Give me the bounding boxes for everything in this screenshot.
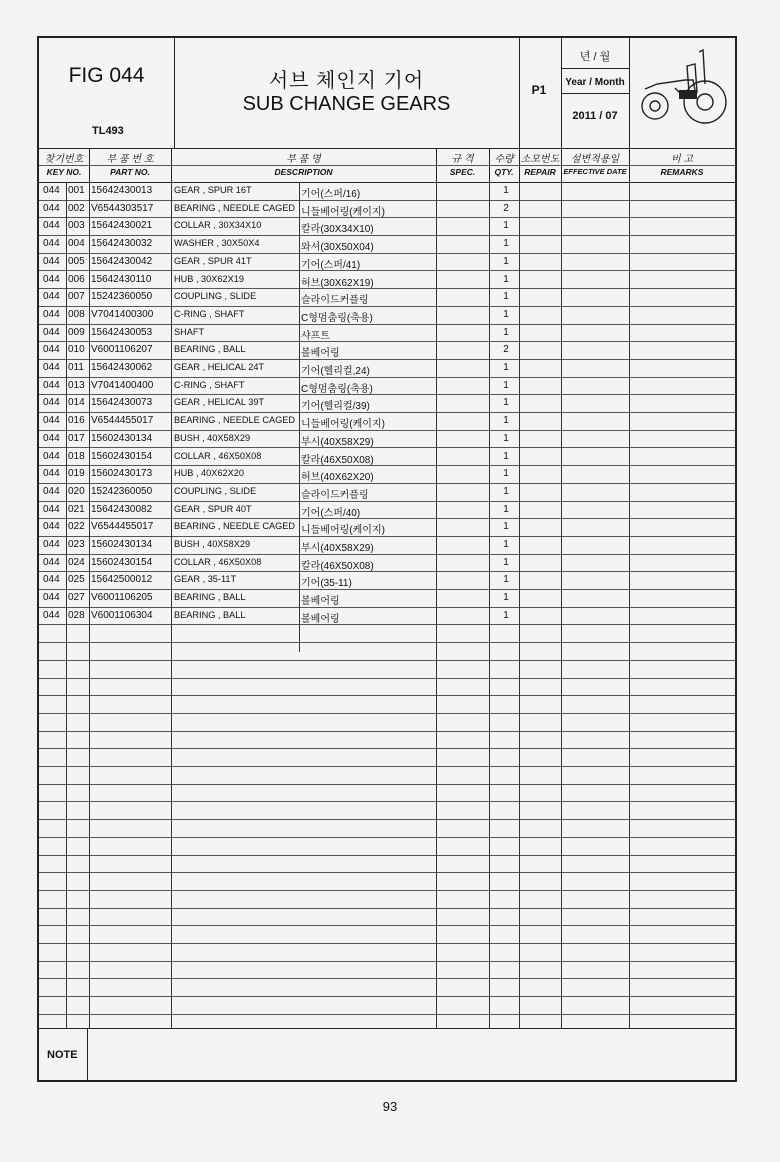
quantity-cell: 1 <box>503 291 509 303</box>
table-row <box>39 943 735 962</box>
description-en-cell: COLLAR , 46X50X08 <box>174 450 262 461</box>
key-no-header: KEY NO. <box>46 167 82 177</box>
fig-number-cell: 044 <box>43 592 60 604</box>
repair-header-ko: 소모번도 <box>520 154 560 165</box>
fig-number-cell: 044 <box>43 539 60 550</box>
table-row <box>39 412 735 431</box>
fig-number-cell: 044 <box>43 468 60 480</box>
quantity-cell: 1 <box>503 255 509 267</box>
description-en-cell: GEAR , SPUR 16T <box>174 185 252 195</box>
description-ko-cell: 허브(30X62X19) <box>301 277 374 289</box>
table-row <box>39 554 735 573</box>
effective-date-header-ko: 설변적용일 <box>570 154 620 165</box>
header-rule <box>39 165 735 166</box>
quantity-cell: 1 <box>503 326 509 338</box>
key-number-cell: 005 <box>68 255 85 267</box>
table-row <box>39 430 735 449</box>
part-number-cell: V6001106207 <box>91 344 153 356</box>
effective-date-header: EFFECTIVE DATE <box>563 167 627 176</box>
note-section <box>39 1028 735 1081</box>
header-divider <box>561 93 629 94</box>
description-en-cell: GEAR , SPUR 41T <box>174 255 252 266</box>
column-divider <box>629 148 630 182</box>
column-divider <box>489 148 490 182</box>
description-en-cell: GEAR , HELICAL 39T <box>174 397 265 408</box>
column-divider <box>436 182 437 1028</box>
quantity-cell: 1 <box>503 450 509 462</box>
description-ko-cell: C형멈춤링(축용) <box>301 312 373 324</box>
page-number: 93 <box>382 1099 398 1114</box>
key-number-cell: 023 <box>68 539 85 550</box>
fig-number-cell: 044 <box>43 450 60 462</box>
table-row <box>39 713 735 732</box>
part-number-cell: 15602430154 <box>91 450 153 462</box>
description-ko-cell: 니들베어링(케이지) <box>301 419 385 431</box>
quantity-cell: 1 <box>503 432 509 444</box>
table-row <box>39 872 735 891</box>
key-number-cell: 004 <box>68 238 85 250</box>
description-ko-cell: 볼베어링 <box>301 596 340 608</box>
description-en-cell: C-RING , SHAFT <box>174 379 245 390</box>
quantity-cell: 2 <box>503 202 509 214</box>
part-number-cell: 15642430073 <box>91 397 153 409</box>
quantity-cell: 1 <box>503 273 509 285</box>
description-ko-cell: 기어(스퍼/40) <box>301 507 361 519</box>
table-row <box>39 961 735 980</box>
part-number-cell: 15642430110 <box>91 273 152 285</box>
description-en-cell: C-RING , SHAFT <box>174 308 245 319</box>
key-number-cell: 016 <box>68 415 85 427</box>
table-row <box>39 377 735 396</box>
description-en-cell: BEARING , NEEDLE CAGED <box>174 521 295 532</box>
year-month-korean: 년 / 월 <box>579 51 611 63</box>
part-number-cell: V6001106205 <box>91 592 153 604</box>
qty-header-ko: 수량 <box>494 154 514 165</box>
description-ko-cell: 기어(스퍼/41) <box>301 259 361 271</box>
description-ko-cell: 부시(40X58X29) <box>301 543 374 554</box>
part-number-cell: V7041400400 <box>91 379 154 391</box>
key-number-cell: 019 <box>68 468 85 480</box>
sheet-header <box>39 38 735 149</box>
description-en-cell: SHAFT <box>174 326 205 337</box>
quantity-cell: 1 <box>503 238 509 250</box>
table-row <box>39 341 735 360</box>
header-divider <box>561 68 629 69</box>
part-number-cell: 15642430082 <box>91 503 153 515</box>
quantity-cell: 1 <box>503 220 509 232</box>
description-ko-cell: 칼라(46X50X08) <box>301 560 374 572</box>
table-row <box>39 908 735 927</box>
column-divider <box>519 182 520 1028</box>
part-number-cell: 15242360050 <box>91 485 153 497</box>
fig-number-cell: 044 <box>43 432 60 444</box>
table-row <box>39 324 735 343</box>
description-en-cell: BEARING , NEEDLE CAGED <box>174 415 295 426</box>
table-row <box>39 217 735 236</box>
column-divider <box>561 182 562 1028</box>
description-ko-cell: 볼베어링 <box>301 348 340 360</box>
description-ko-cell: C형멈춤링(축용) <box>301 383 373 395</box>
description-ko-cell: 슬라이드커플링 <box>301 295 369 307</box>
quantity-cell: 1 <box>503 574 509 586</box>
column-divider <box>171 182 172 1028</box>
fig-number-cell: 044 <box>43 238 60 250</box>
figure-number: FIG 044 <box>68 64 145 87</box>
description-ko-cell: 와셔(30X50X04) <box>301 242 374 254</box>
part-number-cell: 15642430013 <box>91 185 153 196</box>
fig-number-cell: 044 <box>43 344 60 356</box>
part-number-cell: 15642430042 <box>91 255 153 267</box>
description-en-cell: BEARING , BALL <box>174 592 246 603</box>
key-number-cell: 006 <box>68 273 85 285</box>
part-number-cell: 15242360050 <box>91 291 153 303</box>
description-ko-cell: 기어(스퍼/16) <box>301 189 361 200</box>
column-divider <box>519 148 520 182</box>
table-row <box>39 890 735 909</box>
description-ko-cell: 칼라(30X34X10) <box>301 224 374 236</box>
remarks-header: REMARKS <box>660 167 704 177</box>
fig-number-cell: 044 <box>43 185 60 196</box>
table-row <box>39 607 735 626</box>
quantity-cell: 1 <box>503 468 509 480</box>
description-ko-cell: 슬라이드커플링 <box>301 489 369 501</box>
quantity-cell: 1 <box>503 609 509 621</box>
part-number-cell: V6544303517 <box>91 202 154 214</box>
description-en-cell: COUPLING , SLIDE <box>174 485 257 496</box>
table-row <box>39 501 735 520</box>
key-number-cell: 007 <box>68 291 85 303</box>
key-number-cell: 001 <box>68 185 85 196</box>
fig-number-cell: 044 <box>43 273 60 285</box>
table-row <box>39 802 735 821</box>
fig-number-cell: 044 <box>43 379 60 391</box>
quantity-cell: 1 <box>503 397 509 409</box>
table-row <box>39 748 735 767</box>
fig-number-cell: 044 <box>43 308 60 320</box>
part-no-header: PART NO. <box>110 167 150 177</box>
table-row <box>39 925 735 944</box>
table-row <box>39 359 735 378</box>
table-row <box>39 625 735 644</box>
key-number-cell: 025 <box>68 574 85 586</box>
column-divider <box>89 148 90 182</box>
part-number-cell: 15602430154 <box>91 556 153 568</box>
key-number-cell: 011 <box>68 362 84 373</box>
table-row <box>39 784 735 803</box>
table-row <box>39 571 735 590</box>
fig-number-cell: 044 <box>43 291 60 303</box>
description-en-cell: BEARING , NEEDLE CAGED <box>174 202 295 213</box>
table-row <box>39 271 735 290</box>
key-number-cell: 014 <box>68 397 85 409</box>
qty-header: QTY. <box>494 167 514 177</box>
table-row <box>39 996 735 1015</box>
table-row <box>39 678 735 697</box>
table-row <box>39 819 735 838</box>
key-number-cell: 009 <box>68 326 85 338</box>
repair-header: REPAIR <box>524 167 556 177</box>
key-number-cell: 028 <box>68 609 85 621</box>
description-en-cell: GEAR , HELICAL 24T <box>174 362 265 372</box>
page-id: P1 <box>531 83 547 97</box>
quantity-cell: 1 <box>503 521 509 533</box>
column-divider <box>299 182 300 652</box>
part-number-cell: V6544455017 <box>91 521 154 533</box>
description-en-cell: HUB , 40X62X20 <box>174 468 244 479</box>
fig-number-cell: 044 <box>43 609 60 621</box>
table-row <box>39 518 735 537</box>
quantity-cell: 1 <box>503 379 509 391</box>
description-en-cell: COUPLING , SLIDE <box>174 291 257 302</box>
key-number-cell: 018 <box>68 450 85 462</box>
key-number-cell: 027 <box>68 592 85 604</box>
part-number-cell: 15602430134 <box>91 539 153 550</box>
spec-header-ko: 규 격 <box>451 154 474 165</box>
column-divider <box>171 148 172 182</box>
model-code: TL493 <box>92 125 124 137</box>
part-no-header-ko: 부 품 번 호 <box>106 154 154 165</box>
quantity-cell: 1 <box>503 485 509 497</box>
fig-number-cell: 044 <box>43 521 60 533</box>
description-ko-cell: 부시(40X58X29) <box>301 436 374 448</box>
fig-number-cell: 044 <box>43 485 60 497</box>
description-ko-cell: 샤프트 <box>301 330 330 342</box>
part-number-cell: 15642430021 <box>91 220 153 232</box>
quantity-cell: 1 <box>503 556 509 568</box>
key-number-cell: 021 <box>68 503 85 515</box>
quantity-cell: 1 <box>503 185 509 196</box>
part-number-cell: 15602430173 <box>91 468 153 480</box>
parts-list-sheet <box>37 36 737 1082</box>
description-ko-cell: 기어(헬리컬,24) <box>301 366 370 377</box>
key-number-cell: 013 <box>68 379 85 391</box>
quantity-cell: 1 <box>503 415 509 427</box>
fig-number-cell: 044 <box>43 202 60 214</box>
description-header-ko: 부 품 명 <box>286 154 321 165</box>
description-ko-cell: 기어(35-11) <box>301 578 352 590</box>
part-number-cell: 15642430062 <box>91 362 153 373</box>
table-row <box>39 448 735 467</box>
column-divider <box>66 182 67 1028</box>
part-number-cell: 15602430134 <box>91 432 153 444</box>
description-en-cell: BUSH , 40X58X29 <box>174 432 251 443</box>
key-number-cell: 024 <box>68 556 85 568</box>
year-month-value: 2011 / 07 <box>572 110 618 122</box>
quantity-cell: 1 <box>503 592 509 604</box>
fig-number-cell: 044 <box>43 255 60 267</box>
description-header: DESCRIPTION <box>274 167 333 177</box>
description-en-cell: BEARING , BALL <box>174 609 246 620</box>
quantity-cell: 2 <box>503 344 509 356</box>
key-no-header-ko: 찾기번호 <box>44 154 84 165</box>
description-ko-cell: 칼라(46X50X08) <box>301 454 374 466</box>
fig-number-cell: 044 <box>43 556 60 568</box>
key-number-cell: 020 <box>68 485 85 497</box>
note-divider <box>87 1029 88 1081</box>
table-row <box>39 306 735 325</box>
remarks-header-ko: 비 고 <box>670 154 694 165</box>
column-divider <box>629 182 630 1028</box>
table-row <box>39 536 735 555</box>
description-en-cell: BUSH , 40X58X29 <box>174 539 251 549</box>
table-row <box>39 837 735 856</box>
table-row <box>39 589 735 608</box>
table-row <box>39 731 735 750</box>
part-number-cell: 15642430032 <box>91 238 153 250</box>
header-divider <box>629 38 630 148</box>
fig-number-cell: 044 <box>43 415 60 427</box>
table-row <box>39 253 735 272</box>
table-row <box>39 642 735 661</box>
description-en-cell: HUB , 30X62X19 <box>174 273 244 284</box>
part-number-cell: 15642430053 <box>91 326 153 338</box>
key-number-cell: 008 <box>68 308 85 320</box>
quantity-cell: 1 <box>503 539 509 550</box>
key-number-cell: 003 <box>68 220 85 232</box>
fig-number-cell: 044 <box>43 326 60 338</box>
key-number-cell: 022 <box>68 521 85 533</box>
description-ko-cell: 기어(헬리컬/39) <box>301 401 370 413</box>
table-row <box>39 660 735 679</box>
description-ko-cell: 볼베어링 <box>301 613 340 625</box>
description-en-cell: COLLAR , 46X50X08 <box>174 556 262 567</box>
part-number-cell: 15642500012 <box>91 574 153 586</box>
description-en-cell: BEARING , BALL <box>174 344 246 355</box>
column-divider <box>89 182 90 1028</box>
title-english: SUB CHANGE GEARS <box>242 93 451 115</box>
quantity-cell: 1 <box>503 503 509 515</box>
description-en-cell: GEAR , 35-11T <box>174 574 237 585</box>
table-row <box>39 288 735 307</box>
table-row <box>39 483 735 502</box>
column-divider <box>436 148 437 182</box>
table-row <box>39 182 735 201</box>
table-row <box>39 855 735 874</box>
note-label: NOTE <box>47 1049 78 1061</box>
column-header <box>39 148 735 183</box>
column-divider <box>561 148 562 182</box>
part-number-cell: V6544455017 <box>91 415 154 427</box>
table-row <box>39 200 735 219</box>
description-en-cell: WASHER , 30X50X4 <box>174 238 260 249</box>
table-row <box>39 394 735 413</box>
description-ko-cell: 니들베어링(케이지) <box>301 206 385 218</box>
fig-number-cell: 044 <box>43 362 60 373</box>
table-row <box>39 695 735 714</box>
fig-number-cell: 044 <box>43 503 60 515</box>
key-number-cell: 002 <box>68 202 85 214</box>
description-ko-cell: 니들베어링(케이지) <box>301 525 385 537</box>
table-row <box>39 766 735 785</box>
tractor-icon <box>635 44 731 134</box>
table-row <box>39 235 735 254</box>
fig-number-cell: 044 <box>43 220 60 232</box>
year-month-label: Year / Month <box>565 77 625 88</box>
table-row <box>39 979 735 998</box>
table-row <box>39 465 735 484</box>
key-number-cell: 017 <box>68 432 85 444</box>
part-number-cell: V6001106304 <box>91 609 153 621</box>
quantity-cell: 1 <box>503 308 509 320</box>
fig-number-cell: 044 <box>43 574 60 586</box>
description-ko-cell: 허브(40X62X20) <box>301 472 374 484</box>
description-en-cell: GEAR , SPUR 40T <box>174 503 252 514</box>
key-number-cell: 010 <box>68 344 85 356</box>
part-number-cell: V7041400300 <box>91 308 154 320</box>
spec-header: SPEC. <box>449 167 476 177</box>
fig-number-cell: 044 <box>43 397 60 409</box>
title-korean: 서브 체인지 기어 <box>268 70 425 92</box>
description-en-cell: COLLAR , 30X34X10 <box>174 220 262 231</box>
column-divider <box>489 182 490 1028</box>
quantity-cell: 1 <box>503 362 509 373</box>
